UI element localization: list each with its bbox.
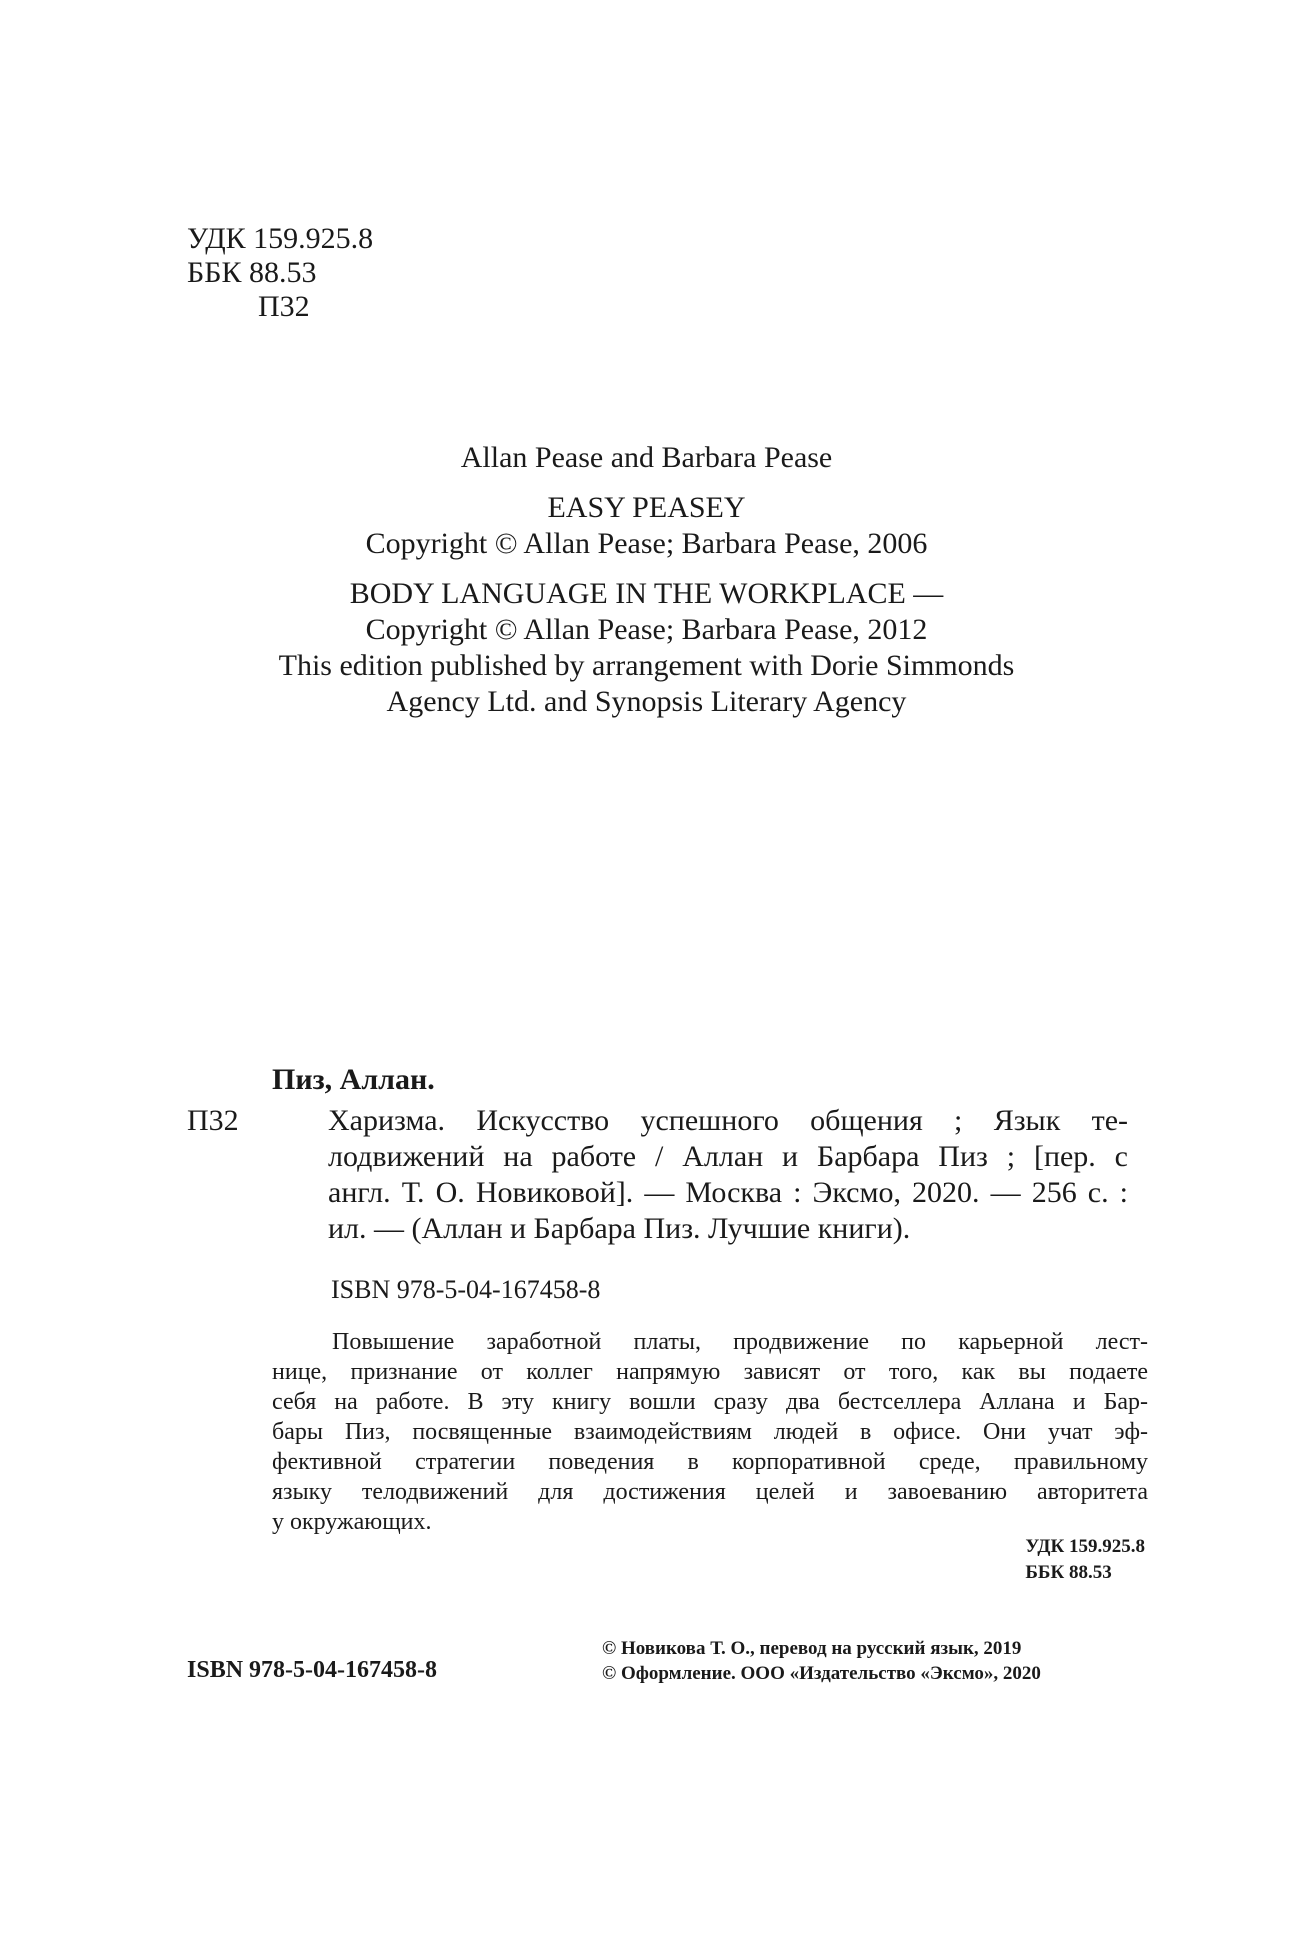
bbk-code-bottom: ББК 88.53 bbox=[1025, 1562, 1112, 1583]
bib-isbn: ISBN 978-5-04-167458-8 bbox=[331, 1275, 601, 1304]
annotation-line: себя на работе. В эту книгу вошли сразу два бестселлера Аллана и Бар- bbox=[272, 1389, 1148, 1415]
annotation-line: бары Пиз, посвященные взаимодействиям людей в офисе. Они учат эф- bbox=[272, 1419, 1148, 1445]
bib-author-mark: П32 bbox=[187, 1104, 239, 1137]
copyright-line-1: Copyright © Allan Pease; Barbara Pease, 2006 bbox=[365, 527, 928, 560]
edition-note-line-1: This edition published by arrangement with Dorie Simmonds bbox=[278, 649, 1015, 682]
annotation bbox=[272, 1327, 1148, 1537]
bbk-code: ББК 88.53 bbox=[187, 256, 317, 289]
bib-description-line: ил. — (Аллан и Барбара Пиз. Лучшие книги). bbox=[328, 1212, 911, 1245]
author-mark: П32 bbox=[258, 290, 310, 323]
rights-block bbox=[602, 1636, 1041, 1686]
bib-description-line: англ. Т. О. Новиковой]. — Москва : Эксмо, 2020. — 256 с. : bbox=[328, 1176, 1128, 1209]
annotation-line: нице, признание от коллег напрямую зависят от того, как вы подаете bbox=[272, 1359, 1148, 1385]
classification-top bbox=[187, 222, 373, 324]
rights-translation: © Новикова Т. О., перевод на русский язык, 2019 bbox=[602, 1638, 1022, 1659]
original-title-1: EASY PEASEY bbox=[547, 491, 746, 524]
bib-description-line: лодвижений на работе / Аллан и Барбара Пиз ; [пер. с bbox=[328, 1140, 1128, 1173]
annotation-line: Повышение заработной платы, продвижение по карьерной лест- bbox=[332, 1329, 1148, 1355]
original-authors: Allan Pease and Barbara Pease bbox=[460, 441, 833, 474]
edition-note-line-2: Agency Ltd. and Synopsis Literary Agency bbox=[386, 685, 907, 718]
annotation-line: языку телодвижений для достижения целей и завоеванию авторитета bbox=[272, 1479, 1148, 1505]
annotation-line: фективной стратегии поведения в корпоративной среде, правильному bbox=[272, 1449, 1148, 1475]
udk-code-bottom: УДК 159.925.8 bbox=[1025, 1536, 1145, 1557]
bib-author: Пиз, Аллан. bbox=[272, 1063, 435, 1096]
classification-bottom bbox=[1025, 1534, 1145, 1586]
udk-code: УДК 159.925.8 bbox=[187, 222, 374, 255]
annotation-line: у окружающих. bbox=[272, 1509, 432, 1535]
bib-description-line: Харизма. Искусство успешного общения ; Язык те- bbox=[328, 1104, 1128, 1137]
copyright-line-2: Copyright © Allan Pease; Barbara Pease, 2012 bbox=[365, 613, 928, 646]
copyright-block bbox=[0, 440, 1293, 720]
isbn-footer: ISBN 978-5-04-167458-8 bbox=[187, 1657, 437, 1683]
original-title-2: BODY LANGUAGE IN THE WORKPLACE — bbox=[349, 577, 944, 610]
rights-design: © Оформление. ООО «Издательство «Эксмо», 2020 bbox=[602, 1663, 1041, 1684]
bib-description bbox=[328, 1103, 1128, 1247]
